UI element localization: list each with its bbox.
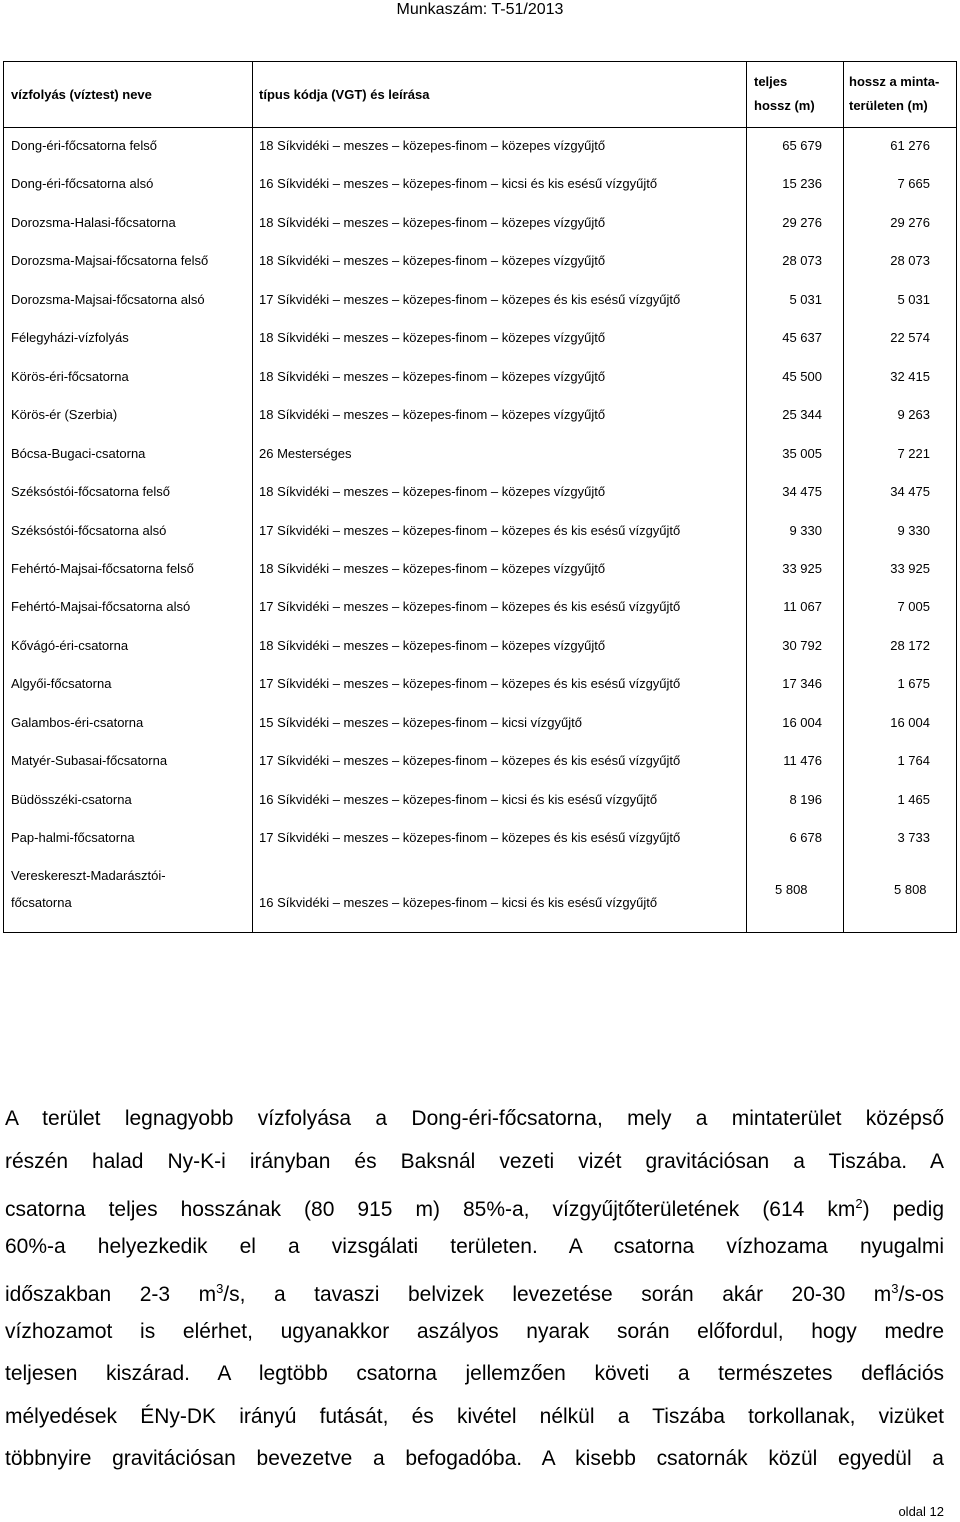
paragraph-text: időszakban 2-3 m: [5, 1283, 217, 1306]
table-cell-name: Pap-halmi-főcsatorna: [11, 830, 135, 845]
table-cell-total: 34 475: [782, 484, 822, 499]
table-cell-area: 1 764: [897, 753, 930, 768]
table-cell-total: 17 346: [782, 676, 822, 691]
table-cell-total: 8 196: [789, 792, 822, 807]
table-cell-name: Dorozsma-Majsai-főcsatorna alsó: [11, 292, 205, 307]
table-cell-total: 65 679: [782, 138, 822, 153]
table-cell-type: 18 Síkvidéki – meszes – közepes-finom – közepes vízgyűjtő: [259, 138, 606, 153]
table-cell-type: 17 Síkvidéki – meszes – közepes-finom – közepes és kis esésű vízgyűjtő: [259, 292, 681, 307]
column-header-total-line2: hossz (m): [754, 98, 815, 113]
header-divider: [4, 127, 956, 128]
table-cell-area: 7 005: [897, 599, 930, 614]
table-cell-name: Dorozsma-Halasi-főcsatorna: [11, 215, 176, 230]
table-cell-type: 16 Síkvidéki – meszes – közepes-finom – kicsi és kis esésű vízgyűjtő: [259, 176, 658, 191]
table-cell-area: 61 276: [890, 138, 930, 153]
table-cell-type: 18 Síkvidéki – meszes – közepes-finom – közepes vízgyűjtő: [259, 253, 606, 268]
table-cell-type: 16 Síkvidéki – meszes – közepes-finom – kicsi és kis esésű vízgyűjtő: [259, 792, 658, 807]
table-cell-total: 11 476: [783, 753, 822, 768]
last-row-name-line1: Vereskereszt-Madarásztói-: [11, 868, 166, 883]
table-cell-type: 18 Síkvidéki – meszes – közepes-finom – közepes vízgyűjtő: [259, 484, 606, 499]
table-cell-type: 26 Mesterséges: [259, 446, 352, 461]
table-cell-name: Galambos-éri-csatorna: [11, 715, 144, 730]
column-divider: [252, 62, 253, 932]
watercourse-table: [3, 61, 957, 933]
table-cell-name: Fehértó-Majsai-főcsatorna felső: [11, 561, 194, 576]
table-cell-type: 18 Síkvidéki – meszes – közepes-finom – közepes vízgyűjtő: [259, 369, 606, 384]
table-cell-area: 7 665: [897, 176, 930, 191]
column-divider: [843, 62, 844, 932]
table-cell-area: 5 031: [897, 292, 930, 307]
paragraph-line: [5, 1268, 944, 1311]
table-cell-type: 18 Síkvidéki – meszes – közepes-finom – közepes vízgyűjtő: [259, 638, 606, 653]
table-cell-total: 35 005: [782, 446, 822, 461]
table-cell-total: 16 004: [782, 715, 822, 730]
table-cell-total: 45 500: [782, 369, 822, 384]
table-cell-area: 33 925: [890, 561, 930, 576]
table-cell-name: Széksóstói-főcsatorna felső: [11, 484, 170, 499]
paragraph-line: vízhozamot is elérhet, ugyanakkor aszályos nyarak során előfordul, hogy medre: [5, 1319, 944, 1343]
table-cell-name: Dong-éri-főcsatorna felső: [11, 138, 157, 153]
paragraph-line: 60%-a helyezkedik el a vizsgálati területen. A csatorna vízhozama nyugalmi: [5, 1234, 944, 1258]
table-cell-area: 7 221: [897, 446, 930, 461]
paragraph-line: teljesen kiszárad. A legtöbb csatorna jellemzően követi a természetes deflációs: [5, 1362, 944, 1385]
table-cell-name: Algyői-főcsatorna: [11, 676, 112, 691]
table-cell-total: 6 678: [789, 830, 822, 845]
table-cell-area: 32 415: [890, 369, 930, 384]
body-paragraph: [5, 1098, 944, 1481]
table-cell-name: Bócsa-Bugaci-csatorna: [11, 446, 146, 461]
table-cell-area: 16 004: [890, 715, 930, 730]
table-cell-total: 11 067: [783, 599, 822, 614]
table-cell-total: 29 276: [782, 215, 822, 230]
last-row-total: 5 808: [775, 882, 808, 897]
paragraph-line: A terület legnagyobb vízfolyása a Dong-éri-főcsatorna, mely a mintaterület középső: [5, 1107, 944, 1130]
superscript: 3: [891, 1281, 899, 1296]
table-cell-name: Dorozsma-Majsai-főcsatorna felső: [11, 253, 209, 268]
paragraph-text: csatorna teljes hosszának (80 915 m) 85%-a, vízgyűjtőterületének (614 km: [5, 1198, 856, 1221]
table-cell-type: 17 Síkvidéki – meszes – közepes-finom – közepes és kis esésű vízgyűjtő: [259, 523, 681, 538]
table-cell-area: 9 263: [897, 407, 930, 422]
table-cell-total: 9 330: [789, 523, 822, 538]
table-cell-total: 5 031: [789, 292, 822, 307]
table-cell-type: 18 Síkvidéki – meszes – közepes-finom – közepes vízgyűjtő: [259, 561, 606, 576]
paragraph-line: részén halad Ny-K-i irányban és Baksnál vezeti vizét gravitációsan a Tiszába. A: [5, 1149, 944, 1173]
table-cell-area: 9 330: [897, 523, 930, 538]
table-cell-area: 34 475: [890, 484, 930, 499]
table-cell-area: 1 465: [897, 792, 930, 807]
table-cell-total: 45 637: [782, 330, 822, 345]
column-header-area-line2: területen (m): [849, 98, 928, 113]
table-cell-total: 28 073: [782, 253, 822, 268]
table-cell-total: 15 236: [782, 176, 822, 191]
table-cell-total: 33 925: [782, 561, 822, 576]
table-cell-type: 18 Síkvidéki – meszes – közepes-finom – közepes vízgyűjtő: [259, 215, 606, 230]
table-cell-type: 18 Síkvidéki – meszes – közepes-finom – közepes vízgyűjtő: [259, 330, 606, 345]
column-header-type: típus kódja (VGT) és leírása: [259, 87, 430, 102]
column-header-area-line1: hossz a minta-: [849, 74, 940, 89]
paragraph-text: /s-os: [898, 1283, 944, 1306]
paragraph-text: /s, a tavaszi belvizek levezetése során akár 20-30 m: [223, 1283, 892, 1306]
table-cell-total: 30 792: [782, 638, 822, 653]
table-cell-area: 3 733: [897, 830, 930, 845]
table-cell-name: Büdösszéki-csatorna: [11, 792, 132, 807]
table-cell-name: Matyér-Subasai-főcsatorna: [11, 753, 168, 768]
document-header: Munkaszám: T-51/2013: [396, 1, 564, 18]
table-cell-area: 22 574: [890, 330, 930, 345]
table-cell-area: 1 675: [897, 676, 930, 691]
column-header-total-line1: teljes: [754, 74, 788, 89]
table-cell-type: 17 Síkvidéki – meszes – közepes-finom – közepes és kis esésű vízgyűjtő: [259, 830, 681, 845]
last-row-name-line2: főcsatorna: [11, 895, 72, 910]
table-cell-type: 18 Síkvidéki – meszes – közepes-finom – közepes vízgyűjtő: [259, 407, 606, 422]
table-cell-name: Kővágó-éri-csatorna: [11, 638, 129, 653]
table-cell-name: Dong-éri-főcsatorna alsó: [11, 176, 154, 191]
table-cell-name: Félegyházi-vízfolyás: [11, 330, 129, 345]
paragraph-line: többnyire gravitációsan bevezetve a befogadóba. A kisebb csatornák közül egyedül a: [5, 1447, 944, 1470]
paragraph-line: [5, 1183, 944, 1226]
table-cell-total: 25 344: [782, 407, 822, 422]
last-row-area: 5 808: [894, 882, 927, 897]
table-cell-name: Körös-éri-főcsatorna: [11, 369, 129, 384]
table-cell-name: Széksóstói-főcsatorna alsó: [11, 523, 167, 538]
table-cell-type: 17 Síkvidéki – meszes – közepes-finom – közepes és kis esésű vízgyűjtő: [259, 676, 681, 691]
table-cell-type: 17 Síkvidéki – meszes – közepes-finom – közepes és kis esésű vízgyűjtő: [259, 599, 681, 614]
paragraph-line: mélyedések ÉNy-DK irányú futását, és kivétel nélkül a Tiszába torkollanak, vizüket: [5, 1404, 944, 1428]
superscript: 2: [855, 1196, 863, 1211]
table-cell-area: 28 172: [890, 638, 930, 653]
superscript: 3: [216, 1281, 224, 1296]
table-cell-area: 29 276: [890, 215, 930, 230]
column-divider: [746, 62, 747, 932]
table-cell-type: 15 Síkvidéki – meszes – közepes-finom – kicsi vízgyűjtő: [259, 715, 582, 730]
table-cell-type: 17 Síkvidéki – meszes – közepes-finom – közepes és kis esésű vízgyűjtő: [259, 753, 681, 768]
table-cell-name: Körös-ér (Szerbia): [11, 407, 118, 422]
table-cell-area: 28 073: [890, 253, 930, 268]
column-header-name: vízfolyás (víztest) neve: [11, 87, 152, 102]
page-number: oldal 12: [898, 1504, 944, 1519]
last-row-type: 16 Síkvidéki – meszes – közepes-finom – kicsi és kis esésű vízgyűjtő: [259, 895, 658, 910]
table-cell-name: Fehértó-Majsai-főcsatorna alsó: [11, 599, 191, 614]
paragraph-text: ) pedig: [862, 1198, 945, 1221]
